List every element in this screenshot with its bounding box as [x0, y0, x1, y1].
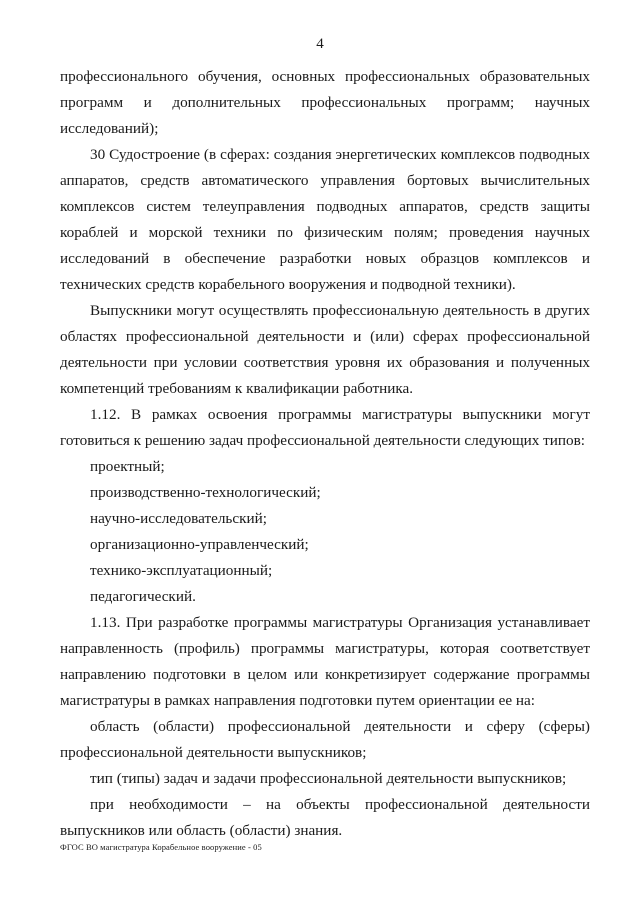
page-footer: ФГОС ВО магистратура Корабельное вооружение - 05 — [60, 842, 262, 852]
paragraph: профессионального обучения, основных профессиональных образовательных программ и дополнительных профессиональных программ; научных исследований); — [60, 68, 590, 137]
paragraph: 1.13. При разработке программы магистратуры Организация устанавливает направленность (профиль) программы магистратуры, которая соответствует направлению подготовки в целом или конкретизирует содержание программы магистратуры в рамках направления подготовки путем ориентации ее на: — [60, 614, 590, 709]
page-number: 4 — [316, 36, 324, 52]
paragraph: область (области) профессиональной деятельности и сферу (сферы) профессиональной деятельности выпускников; — [60, 718, 590, 761]
list-item: научно-исследовательский; — [90, 510, 267, 527]
list-item: организационно-управленческий; — [90, 536, 309, 553]
document-body — [60, 64, 590, 844]
paragraph: тип (типы) задач и задачи профессиональной деятельности выпускников; — [90, 770, 567, 787]
list-item: производственно-технологический; — [90, 484, 321, 501]
paragraph: 1.12. В рамках освоения программы магистратуры выпускники могут готовиться к решению задач профессиональной деятельности следующих типов: — [60, 406, 590, 449]
list-item: проектный; — [90, 458, 165, 475]
paragraph: Выпускники могут осуществлять профессиональную деятельность в других областях профессиональной деятельности и (или) сферах профессиональной деятельности при условии соответствия уровня их образования и полученных компетенций требованиям к квалификации работника. — [60, 302, 590, 397]
paragraph: при необходимости – на объекты профессиональной деятельности выпускников или область (области) знания. — [60, 796, 590, 839]
list-item: педагогический. — [90, 588, 196, 605]
list-item: технико-эксплуатационный; — [90, 562, 273, 579]
paragraph: 30 Судостроение (в сферах: создания энергетических комплексов подводных аппаратов, средств автоматического управления бортовых вычислительных комплексов систем телеуправления подводных аппаратов, средств защиты кораблей и морской техники по физическим полям; проведения научных исследований в обеспечение разработки новых образцов комплексов и технических средств корабельного вооружения и подводной техники). — [60, 146, 590, 293]
